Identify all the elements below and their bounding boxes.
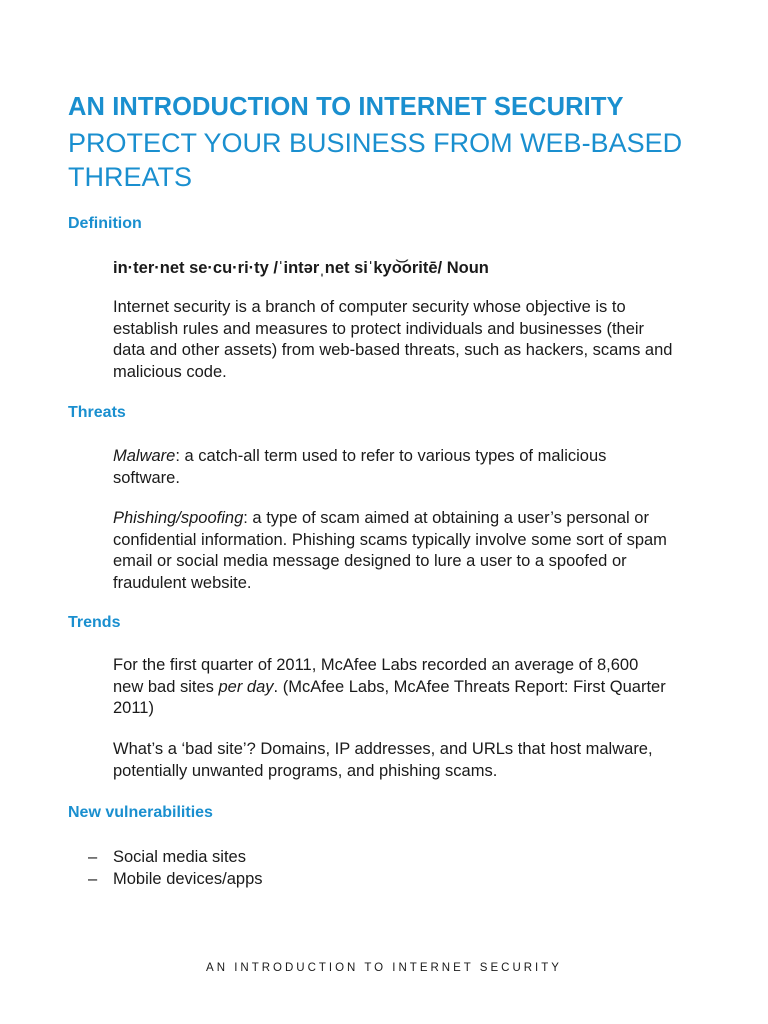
trends-paragraph-2: What’s a ‘bad site’? Domains, IP addresses, and URLs that host malware, potentially unwanted programs, and phishing scams. [113, 740, 653, 780]
list-item-text: Social media sites [113, 848, 246, 866]
trends-p1-end: . (McAfee Labs, McAfee Threats Report: First Quarter 2011) [113, 677, 666, 717]
definition-text: Internet security is a branch of computer security whose objective is to establish rules and measures to protect individuals and businesses (their data and other assets) from web-based threats, such as hackers, scams and malicious code. [113, 298, 673, 381]
malware-paragraph [113, 446, 673, 489]
list-item [88, 846, 263, 868]
trends-heading: Trends [68, 614, 121, 631]
threats-heading: Threats [68, 404, 126, 421]
page-title: AN INTRODUCTION TO INTERNET SECURITY [68, 93, 624, 121]
bullet-marker: – [88, 848, 98, 866]
malware-text: : a catch-all term used to refer to various types of malicious software. [113, 447, 607, 487]
phishing-term: Phishing/spoofing [113, 509, 244, 527]
trends-p1-start: For the first quarter of 2011, McAfee Labs recorded an average of 8,600 new bad sites [113, 656, 639, 696]
phishing-text: : a type of scam aimed at obtaining a user’s personal or confidential information. Phishing scams typically involve some sort of spam email or social media message designed to lure a user to a spoofed or fraudulent website. [113, 509, 667, 592]
pronunciation: in·ter·net se·cu·ri·ty /ˈintərˌnet siˈkyo͝oritē/ Noun [113, 259, 489, 277]
malware-term: Malware [113, 447, 176, 465]
list-item-text: Mobile devices/apps [113, 870, 263, 888]
definition-heading: Definition [68, 215, 142, 232]
trends-p1-emphasis: per day [218, 677, 274, 696]
vulnerabilities-list [88, 846, 263, 890]
vulnerabilities-heading: New vulnerabilities [68, 804, 213, 821]
page-subtitle: PROTECT YOUR BUSINESS FROM WEB-BASED THREATS [68, 128, 683, 192]
bullet-marker: – [88, 870, 98, 888]
page-footer: AN INTRODUCTION TO INTERNET SECURITY [206, 962, 562, 974]
trends-paragraph-1 [113, 655, 673, 720]
list-item [88, 868, 263, 890]
phishing-paragraph [113, 508, 673, 594]
